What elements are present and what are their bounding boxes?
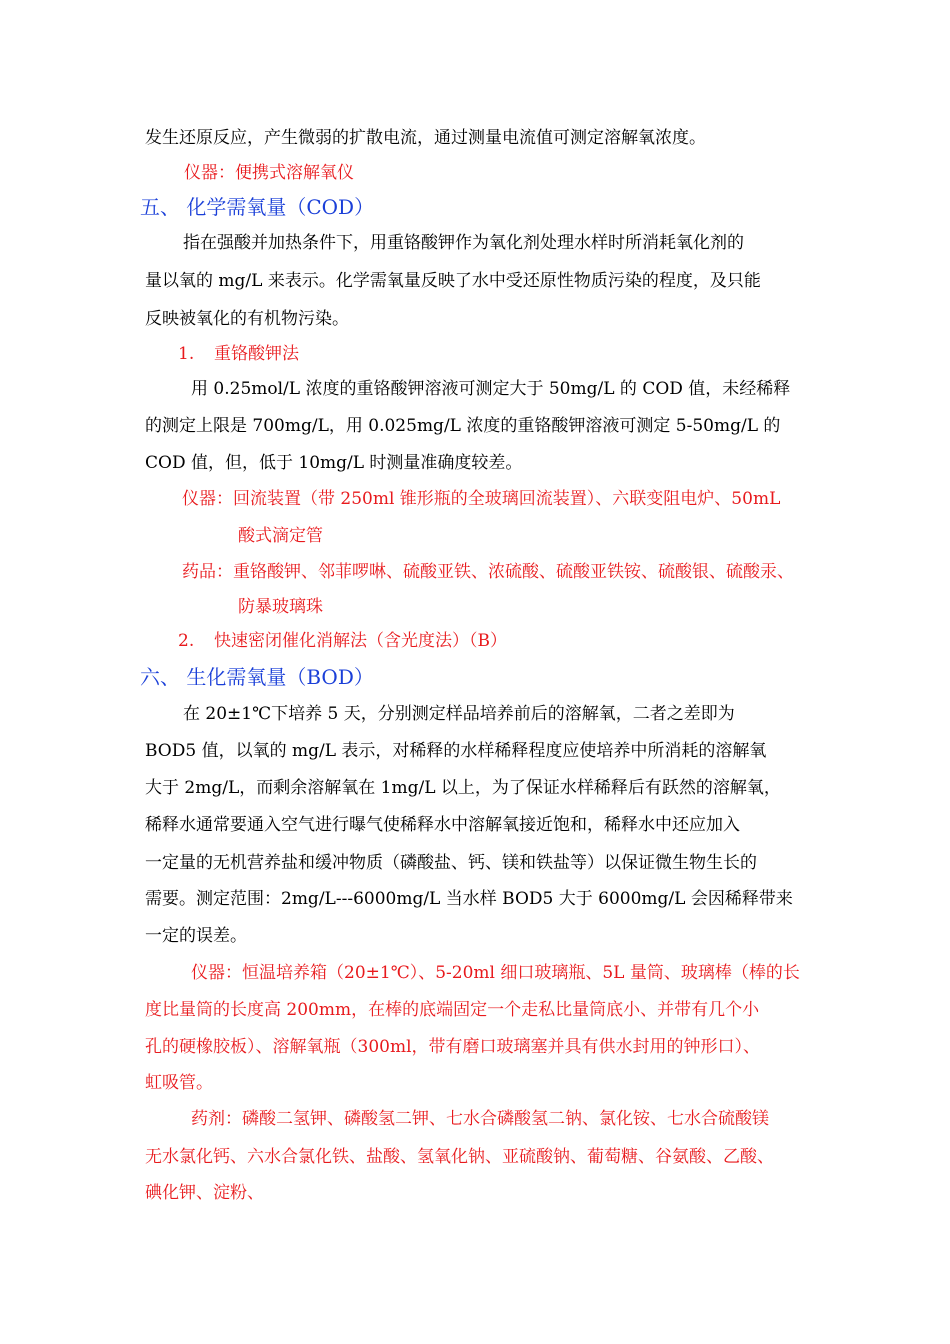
- instrument-line: 虹吸管。: [145, 1073, 213, 1093]
- body-line: 大于 2mg/L，而剩余溶解氧在 1mg/L 以上，为了保证水样稀释后有跃然的溶解氧，: [145, 778, 781, 798]
- body-line: 在 20±1℃下培养 5 天，分别测定样品培养前后的溶解氧，二者之差即为: [183, 704, 735, 724]
- reagent-line: 防暴玻璃珠: [238, 597, 323, 617]
- instrument-line: 仪器：回流装置（带 250ml 锥形瓶的全玻璃回流装置）、六联变阻电炉、50mL: [182, 489, 781, 509]
- section-heading-cod: 五、 化学需氧量（COD）: [140, 195, 375, 219]
- body-line: 一定量的无机营养盐和缓冲物质（磷酸盐、钙、镁和铁盐等）以保证微生物生长的: [145, 853, 757, 873]
- body-line: 指在强酸并加热条件下，用重铬酸钾作为氧化剂处理水样时所消耗氧化剂的: [183, 233, 744, 253]
- reagent-line: 药品：重铬酸钾、邻菲啰啉、硫酸亚铁、浓硫酸、硫酸亚铁铵、硫酸银、硫酸汞、: [182, 562, 794, 582]
- method-title: 快速密闭催化消解法（含光度法）（B）: [214, 631, 507, 651]
- body-line: BOD5 值，以氧的 mg/L 表示，对稀释的水样稀释程度应使培养中所消耗的溶解氧: [145, 741, 767, 761]
- body-line: COD 值，但，低于 10mg/L 时测量准确度较差。: [145, 453, 523, 473]
- instrument-line: 酸式滴定管: [238, 526, 323, 546]
- reagent-line: 无水氯化钙、六水合氯化铁、盐酸、氢氧化钠、亚硫酸钠、葡萄糖、谷氨酸、乙酸、: [145, 1147, 774, 1167]
- method-number: 2.: [178, 631, 195, 651]
- body-line: 量以氧的 mg/L 来表示。化学需氧量反映了水中受还原性物质污染的程度，及只能: [145, 271, 761, 291]
- method-title: 重铬酸钾法: [214, 344, 299, 364]
- reagent-line: 药剂：磷酸二氢钾、磷酸氢二钾、七水合磷酸氢二钠、氯化铵、七水合硫酸镁: [191, 1109, 769, 1129]
- body-line: 的测定上限是 700mg/L，用 0.025mg/L 浓度的重铬酸钾溶液可测定 5-50mg/L 的: [145, 416, 781, 436]
- body-line: 用 0.25mol/L 浓度的重铬酸钾溶液可测定大于 50mg/L 的 COD 值，未经稀释: [191, 379, 791, 399]
- method-heading-1: [178, 342, 299, 366]
- instrument-line: 仪器：便携式溶解氧仪: [184, 163, 354, 183]
- method-number: 1.: [178, 344, 195, 364]
- instrument-line: 仪器：恒温培养箱（20±1℃）、5-20ml 细口玻璃瓶、5L 量筒、玻璃棒（棒的长: [191, 963, 800, 983]
- body-line: 反映被氧化的有机物污染。: [145, 309, 349, 329]
- body-line: 需要。测定范围：2mg/L---6000mg/L 当水样 BOD5 大于 6000mg/L 会因稀释带来: [145, 889, 793, 909]
- reagent-line: 碘化钾、淀粉、: [145, 1183, 264, 1203]
- method-heading-2: [178, 629, 507, 653]
- section-heading-bod: 六、 生化需氧量（BOD）: [140, 665, 374, 689]
- body-line: 一定的误差。: [145, 926, 247, 946]
- instrument-line: 度比量筒的长度高 200mm，在棒的底端固定一个走私比量筒底小、并带有几个小: [145, 1000, 760, 1020]
- instrument-line: 孔的硬橡胶板）、溶解氧瓶（300ml，带有磨口玻璃塞并具有供水封用的钟形口）、: [145, 1037, 761, 1057]
- body-line: 稀释水通常要通入空气进行曝气使稀释水中溶解氧接近饱和，稀释水中还应加入: [145, 815, 740, 835]
- body-line: 发生还原反应，产生微弱的扩散电流，通过测量电流值可测定溶解氧浓度。: [145, 128, 706, 148]
